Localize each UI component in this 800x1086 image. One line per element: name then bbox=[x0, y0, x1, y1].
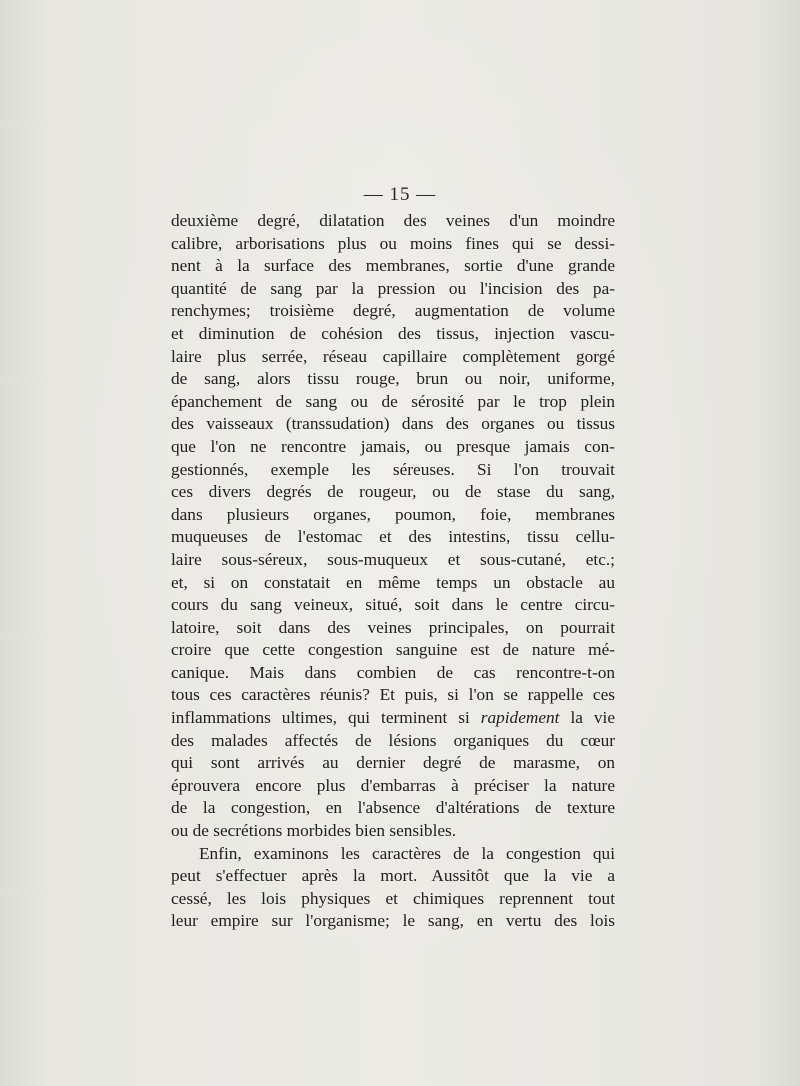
text-line: des vaisseaux (transsudation) dans des organes ou tissus bbox=[171, 414, 615, 434]
text-line: ces divers degrés de rougeur, ou de stase du sang, bbox=[171, 482, 615, 502]
paragraph-2 bbox=[171, 843, 615, 933]
text-line: cours du sang veineux, situé, soit dans le centre circu- bbox=[171, 595, 615, 615]
text-line: croire que cette congestion sanguine est de nature mé- bbox=[171, 640, 615, 660]
text-line: et diminution de cohésion des tissus, injection vascu- bbox=[171, 323, 615, 343]
text-line: peut s'effectuer après la mort. Aussitôt que la vie a bbox=[171, 866, 615, 886]
text-line: tous ces caractères réunis? Et puis, si l'on se rappelle ces bbox=[171, 685, 615, 705]
text-line: des malades affectés de lésions organiques du cœur bbox=[171, 730, 615, 750]
text-line: renchymes; troisième degré, augmentation de volume bbox=[171, 301, 615, 321]
paragraph-1 bbox=[171, 210, 615, 843]
text-line: gestionnés, exemple les séreuses. Si l'on trouvait bbox=[171, 459, 615, 479]
text-line: laire plus serrée, réseau capillaire complètement gorgé bbox=[171, 346, 615, 366]
text-line: muqueuses de l'estomac et des intestins, tissu cellu- bbox=[171, 527, 615, 547]
text-line: canique. Mais dans combien de cas rencontre-t-on bbox=[171, 662, 615, 682]
italic-word: rapidement bbox=[480, 708, 560, 728]
text-line: épanchement de sang ou de sérosité par le trop plein bbox=[171, 391, 615, 411]
text-line: ou de secrétions morbides bien sensibles. bbox=[171, 821, 457, 841]
text-line: calibre, arborisations plus ou moins fines qui se dessi- bbox=[171, 233, 615, 253]
text-run: inflammations ultimes, qui terminent si bbox=[171, 708, 481, 728]
text-line: dans plusieurs organes, poumon, foie, membranes bbox=[171, 504, 615, 524]
text-line: latoire, soit dans des veines principales, on pourrait bbox=[171, 617, 615, 637]
text-line: qui sont arrivés au dernier degré de marasme, on bbox=[171, 753, 615, 773]
text-line: quantité de sang par la pression ou l'incision des pa- bbox=[171, 278, 615, 298]
text-line: laire sous-séreux, sous-muqueux et sous-cutané, etc.; bbox=[171, 549, 615, 569]
text-line: cessé, les lois physiques et chimiques reprennent tout bbox=[171, 888, 615, 908]
text-run: la vie bbox=[559, 708, 616, 728]
text-line: que l'on ne rencontre jamais, ou presque jamais con- bbox=[171, 436, 615, 456]
text-line: éprouvera encore plus d'embarras à préciser la nature bbox=[171, 775, 615, 795]
text-line: deuxième degré, dilatation des veines d'un moindre bbox=[171, 211, 615, 230]
text-line-with-italic bbox=[171, 707, 615, 730]
page-number: — 15 — bbox=[363, 184, 437, 205]
text-line: leur empire sur l'organisme; le sang, en vertu des lois bbox=[171, 911, 615, 931]
text-line: Enfin, examinons les caractères de la congestion qui bbox=[199, 843, 615, 863]
text-line: nent à la surface des membranes, sortie d'une grande bbox=[171, 256, 615, 276]
text-line: et, si on constatait en même temps un obstacle au bbox=[171, 572, 615, 592]
body-text bbox=[171, 210, 615, 933]
text-line: de la congestion, en l'absence d'altérations de texture bbox=[171, 798, 615, 818]
text-line: de sang, alors tissu rouge, brun ou noir, uniforme, bbox=[171, 369, 615, 389]
